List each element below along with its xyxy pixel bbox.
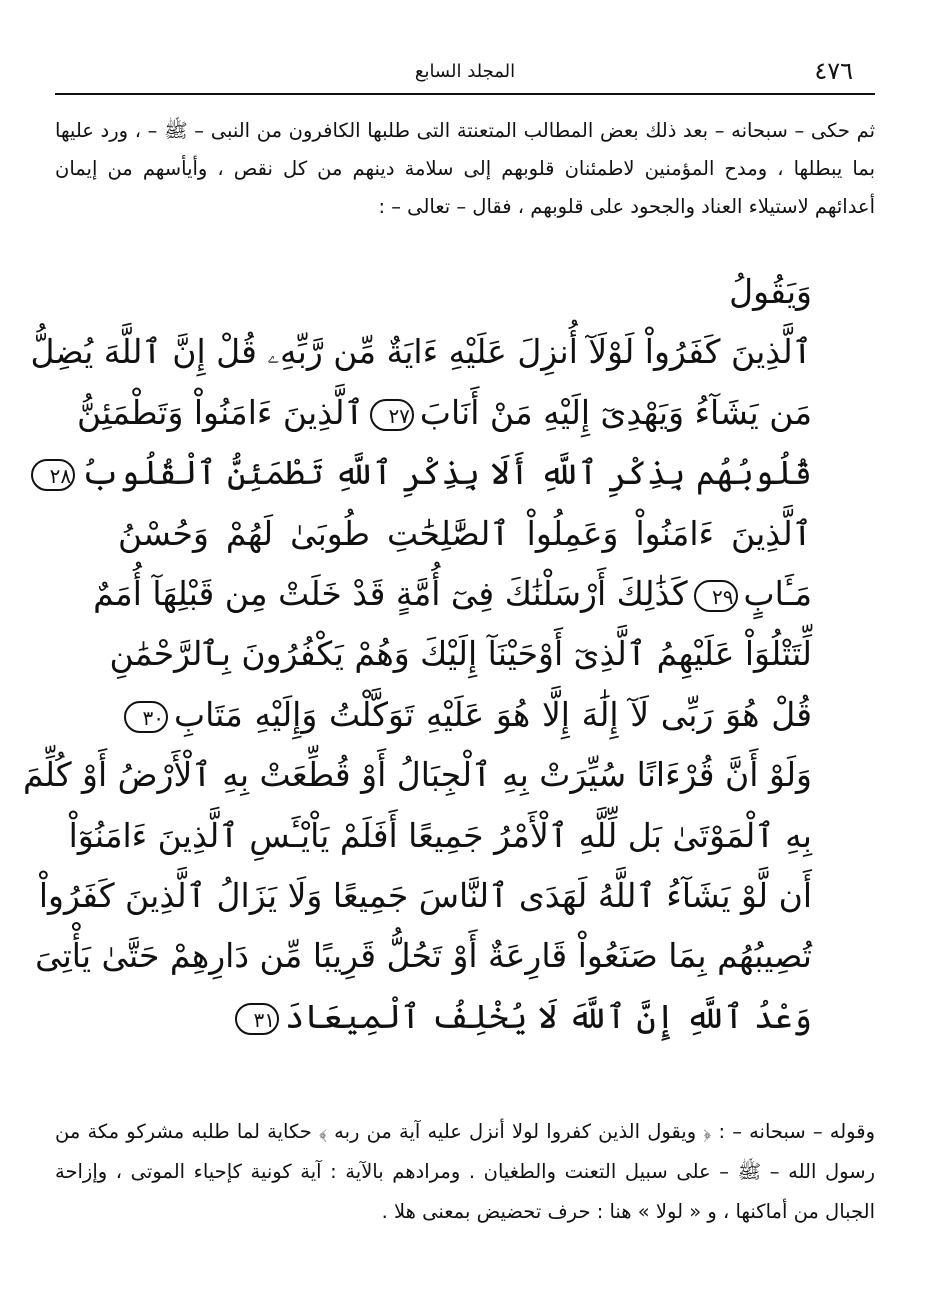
- quran-line: [22, 745, 812, 805]
- quran-line-text: قُلْ هُوَ رَبِّى لَآ إِلَٰهَ إِلَّا هُوَ عَلَيْهِ تَوَكَّلْتُ وَإِلَيْهِ مَتَابِ: [174, 694, 812, 734]
- quran-line-text: مَـَٔابٍ: [743, 574, 812, 614]
- quran-line: [118, 987, 812, 1047]
- quran-line-text: وَلَوْ أَنَّ قُرْءَانًا سُيِّرَتْ بِهِ ٱلْجِبَالُ أَوْ قُطِّعَتْ بِهِ ٱلْأَرْضُ أَوْ كُلِّمَ: [22, 755, 812, 795]
- ayah-number-marker: ٢٨: [31, 459, 75, 491]
- commentary-text: وقوله – سبحانه – : ﴿ ويقول الذين كفروا لولا أنزل عليه آية من ربه ﴾ حكاية لما طلبه مشركو مكة من رسول الله – ﷺ – على سبيل التعنت والطغيان . ومرادهم بالآية : آية كونية كإحياء الموتى ، وإزاحة الجبال من أماكنها ، و « لولا » هنا : حرف تحضيض بمعنى هلا .: [55, 1120, 875, 1223]
- quran-line: [118, 685, 812, 745]
- ayah-number-marker: ٢٩: [694, 580, 738, 612]
- quran-line: [109, 624, 812, 684]
- ayah-number-marker: ٢٧: [370, 399, 414, 431]
- quran-line: [93, 564, 812, 624]
- quran-line: [118, 262, 812, 322]
- intro-paragraph: [55, 112, 875, 226]
- quran-line-text: بِهِ ٱلْمَوْتَىٰ بَل لِّلَّهِ ٱلْأَمْرُ جَمِيعًا أَفَلَمْ يَاْيْـَٔسِ ٱلَّذِينَ ءَامَنُوٓاْ: [68, 815, 812, 855]
- quran-line-text: كَذَٰلِكَ أَرْسَلْنَٰكَ فِىٓ أُمَّةٍ قَدْ خَلَتْ مِن قَبْلِهَآ أُمَمٌ: [93, 574, 688, 614]
- quran-line-text: ٱلَّذِينَ ءَامَنُواْ وَتَطْمَئِنُّ: [77, 392, 364, 432]
- quran-line-text: ٱلَّذِينَ ءَامَنُواْ وَعَمِلُواْ ٱلصَّٰلِحَٰتِ طُوبَىٰ لَهُمْ وَحُسْنُ: [118, 513, 812, 553]
- quran-line: [38, 866, 812, 926]
- quran-line-text: وَعْدُ ٱللَّهِ إِنَّ ٱللَّهَ لَا يُخْلِفُ ٱلْمِيعَادَ: [284, 996, 812, 1036]
- header-rule: [55, 93, 875, 95]
- quran-line-text: لِّتَتْلُوَاْ عَلَيْهِمُ ٱلَّذِىٓ أَوْحَيْنَآ إِلَيْكَ وَهُمْ يَكْفُرُونَ بِٱلرَّحْمَٰنِ: [109, 634, 812, 674]
- page-number: ٤٧٦: [814, 57, 853, 85]
- quran-line: [30, 322, 812, 382]
- quran-line-text: مَن يَشَآءُ وَيَهْدِىٓ إِلَيْهِ مَنْ أَنَابَ: [419, 392, 812, 432]
- quran-line: [35, 926, 812, 986]
- quran-line: [77, 383, 812, 443]
- quran-line: [49, 443, 812, 503]
- quran-verses-block: [22, 262, 812, 1047]
- running-title: المجلد السابع: [414, 61, 516, 82]
- quran-line: [68, 806, 812, 866]
- quran-line-text: وَيَقُولُ: [729, 272, 812, 311]
- quran-line-text: أَن لَّوْ يَشَآءُ ٱللَّهُ لَهَدَى ٱلنَّاسَ جَمِيعًا وَلَا يَزَالُ ٱلَّذِينَ كَفَرُواْ: [38, 876, 812, 916]
- ayah-number-marker: ٣٠: [124, 701, 168, 733]
- intro-text: ثم حكى – سبحانه – بعد ذلك بعض المطالب المتعنتة التى طلبها الكافرون من النبى – ﷺ – ، ورد عليها بما يبطلها ، ومدح المؤمنين لاطمئنان قلوبهم إلى سلامة دينهم من كل نقص ، وأيأسهم من إيمان أعدائهم لاستيلاء العناد والجحود على قلوبهم ، فقال – تعالى – :: [55, 119, 875, 218]
- page-header: [55, 55, 875, 95]
- ayah-number-marker: ٣١: [235, 1003, 279, 1035]
- quran-line: [118, 504, 812, 564]
- quran-line-text: تُصِيبُهُم بِمَا صَنَعُواْ قَارِعَةٌ أَوْ تَحُلُّ قَرِيبًا مِّن دَارِهِمْ حَتَّىٰ يَأْتِىَ: [35, 936, 812, 976]
- quran-line-text: قُلُوبُهُم بِذِكْرِ ٱللَّهِ أَلَا بِذِكْرِ ٱللَّهِ تَطْمَئِنُّ ٱلْقُلُوبُ: [81, 453, 812, 493]
- commentary-paragraph: [55, 1112, 875, 1232]
- quran-line-text: ٱلَّذِينَ كَفَرُواْ لَوْلَآ أُنزِلَ عَلَيْهِ ءَايَةٌ مِّن رَّبِّهِۦ قُلْ إِنَّ ٱللَّهَ يُضِلُّ: [30, 332, 812, 372]
